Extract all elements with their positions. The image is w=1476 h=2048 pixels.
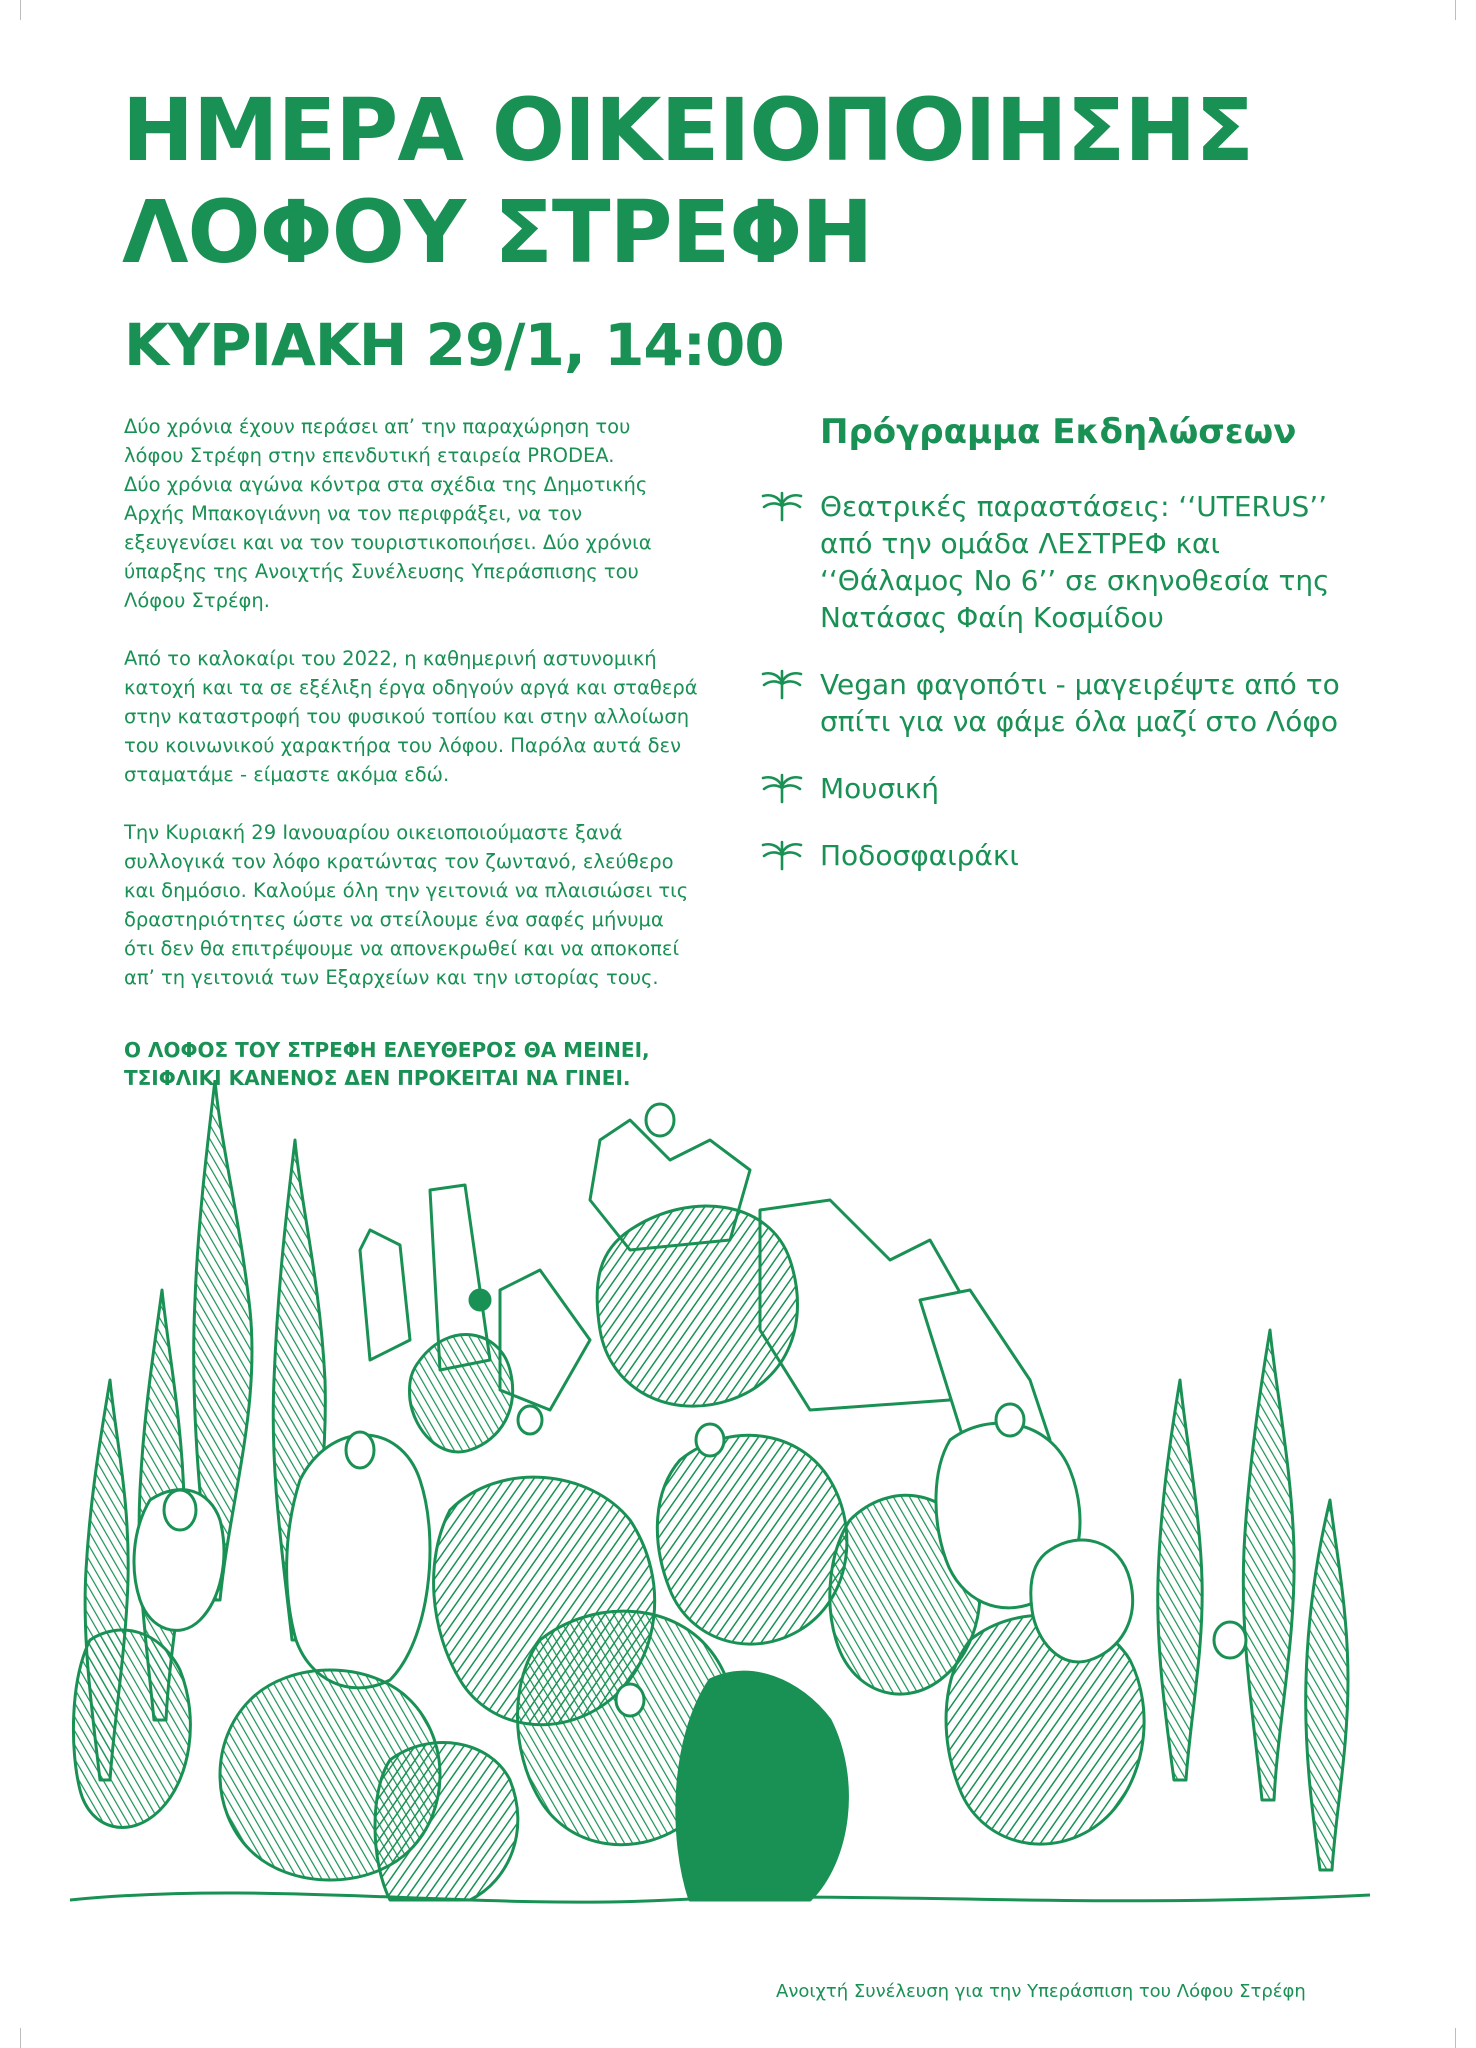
intro-paragraph-2: Από το καλοκαίρι του 2022, η καθημερινή αστυνομική κατοχή και τα σε εξέλιξη έργα οδηγούν αργά και σταθερά στην καταστροφή του φυσικού τοπίου και στην αλλοίωση του κοινωνικού χαρακτήρα του λόφου. Παρόλα αυτά δεν σταματάμε - είμαστε ακόμα εδώ. <box>124 647 698 786</box>
program-item-food <box>760 666 1360 740</box>
program-item-text: Μουσική <box>820 772 939 805</box>
program-item-text: Ποδοσφαιράκι <box>820 839 1019 872</box>
slogan-line-2: ΤΣΙΦΛΙΚΙ ΚΑΝΕΝΟΣ ΔΕΝ ΠΡΟΚΕΙΤΑΙ ΝΑ ΓΙΝΕΙ. <box>124 1066 631 1090</box>
intro-paragraph-3: Την Κυριακή 29 Ιανουαρίου οικειοποιούμαστε ξανά συλλογικά τον λόφο κρατώντας τον ζωντανό, ελεύθερο και δημόσιο. Καλούμε όλη την γειτονιά να πλαισιώσει τις δραστηριότητες ώστε να στείλουμε ένα σαφές μήνυμα ότι δεν θα επιτρέψουμε να απονεκρωθεί και να αποκοπεί απ’ τη γειτονιά των Εξαρχείων και την ιστορίας τους. <box>124 821 689 989</box>
crop-mark-top-right <box>1455 0 1476 20</box>
program-item-text: Θεατρικές παραστάσεις: ‘‘UTERUS’’ από την ομάδα ΛΕΣΤΡΕΦ και ‘‘Θάλαμος Νο 6’’ σε σκηνοθεσία της Νατάσας Φαίη Κοσμίδου <box>820 490 1330 634</box>
hill-drawing-icon <box>70 1080 1370 1960</box>
program-item-theatre <box>760 488 1360 636</box>
crop-mark-top-left <box>0 0 21 20</box>
sprout-icon <box>760 772 804 804</box>
intro-paragraph-1: Δύο χρόνια έχουν περάσει απ’ την παραχώρηση του λόφου Στρέφη στην επενδυτική εταιρεία PRODEA. Δύο χρόνια αγώνα κόντρα στα σχέδια της Δημοτικής Αρχής Μπακογιάννη να τον περιφράξει, να τον εξευγενίσει και να τον τουριστικοποιήσει. Δύο χρόνια ύπαρξης της Ανοιχτής Συνέλευσης Υπεράσπισης του Λόφου Στρέφη. <box>124 415 652 612</box>
program-item-text: Vegan φαγοπότι - μαγειρέψτε από το σπίτι για να φάμε όλα μαζί στο Λόφο <box>820 668 1340 738</box>
crop-mark-bottom-right <box>1455 2028 1476 2048</box>
slogan-line-1: Ο ΛΟΦΟΣ ΤΟΥ ΣΤΡΕΦΗ ΕΛΕΥΘΕΡΟΣ ΘΑ ΜΕΙΝΕΙ, <box>124 1038 650 1062</box>
poster-title <box>122 80 1322 284</box>
event-date: ΚΥΡΙΑΚΗ 29/1, 14:00 <box>124 311 784 379</box>
sprout-icon <box>760 839 804 871</box>
intro-text <box>124 412 734 1021</box>
program-item-music <box>760 770 1360 807</box>
title-line-2: ΛΟΦΟΥ ΣΤΡΕΦΗ <box>122 183 873 283</box>
program-section <box>760 410 1360 904</box>
sprout-icon <box>760 668 804 700</box>
footer-credit: Ανοιχτή Συνέλευση για την Υπεράσπιση του Λόφου Στρέφη <box>776 1981 1306 2002</box>
program-item-football <box>760 837 1360 874</box>
title-line-1: ΗΜΕΡΑ ΟΙΚΕΙΟΠΟΙΗΣΗΣ <box>122 81 1253 181</box>
crop-mark-bottom-left <box>0 2028 21 2048</box>
sprout-icon <box>760 490 804 522</box>
program-heading: Πρόγραμμα Εκδηλώσεων <box>820 412 1297 452</box>
